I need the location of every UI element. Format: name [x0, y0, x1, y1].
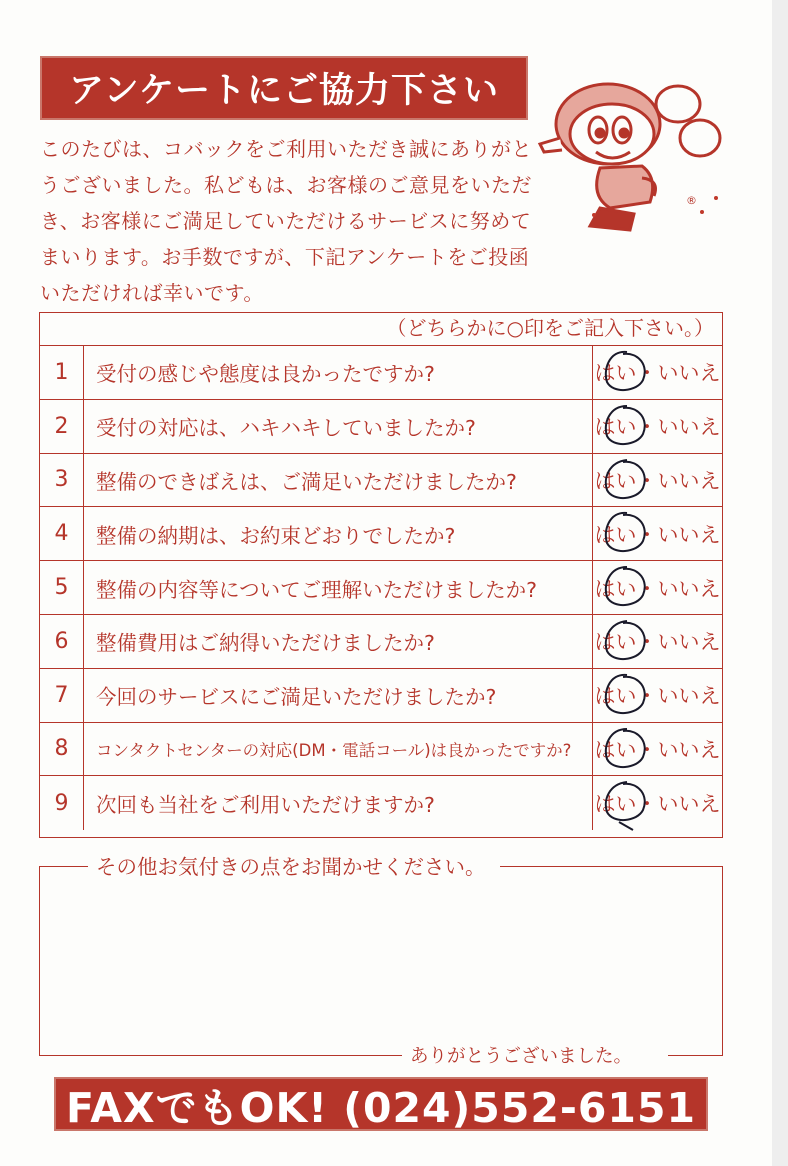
answer-yes-option[interactable]: はい	[594, 468, 637, 493]
survey-row	[40, 507, 722, 561]
decorative-dot	[714, 196, 718, 200]
question-number: 5	[40, 561, 84, 614]
question-number: 7	[40, 669, 84, 722]
question-text: 次回も当社をご利用いただけますか?	[96, 793, 435, 818]
survey-row	[40, 669, 722, 723]
answer-choice[interactable]	[592, 615, 722, 668]
answer-yes-option[interactable]: はい	[594, 415, 637, 440]
card-edge	[772, 0, 788, 1166]
answer-no-option[interactable]: いいえ	[657, 630, 721, 655]
answer-separator: ・	[636, 737, 658, 762]
decorative-dot	[592, 213, 596, 217]
page-title	[40, 56, 528, 120]
answer-separator: ・	[636, 684, 658, 709]
question-text: 受付の感じや態度は良かったですか?	[96, 362, 435, 387]
answer-choice[interactable]	[592, 723, 722, 776]
answer-yes-option[interactable]: はい	[594, 522, 637, 547]
answer-yes-option[interactable]: はい	[594, 684, 637, 709]
answer-yes-option[interactable]: はい	[594, 361, 637, 386]
answer-no-option[interactable]: いいえ	[657, 522, 721, 547]
answer-separator: ・	[636, 522, 658, 547]
answer-yes-option[interactable]: はい	[594, 576, 637, 601]
divider	[40, 1055, 402, 1056]
answer-no-option[interactable]: いいえ	[657, 361, 721, 386]
decorative-dot	[700, 210, 704, 214]
question-number: 2	[40, 400, 84, 453]
answer-no-option[interactable]: いいえ	[657, 576, 721, 601]
answer-no-option[interactable]: いいえ	[657, 415, 721, 440]
answer-no-option[interactable]: いいえ	[657, 468, 721, 493]
answer-choice[interactable]	[592, 507, 722, 560]
answer-separator: ・	[636, 792, 658, 817]
answer-no-option[interactable]: いいえ	[657, 737, 721, 762]
answer-choice[interactable]	[592, 346, 722, 399]
answer-separator: ・	[636, 468, 658, 493]
answer-yes-option[interactable]: はい	[594, 630, 637, 655]
question-text: 整備のできばえは、ご満足いただけましたか?	[96, 469, 517, 494]
survey-row	[40, 615, 722, 669]
question-number: 1	[40, 346, 84, 399]
answer-no-option[interactable]: いいえ	[657, 684, 721, 709]
question-text: 整備費用はご納得いただけましたか?	[96, 631, 435, 656]
question-number: 3	[40, 454, 84, 507]
comments-label: その他お気付きの点をお聞かせください。	[92, 850, 490, 880]
question-text: コンタクトセンターの対応(DM・電話コール)は良かったですか?	[96, 740, 572, 760]
answer-yes-option[interactable]: はい	[594, 792, 637, 817]
fax-text: FAXでもOK! (024)552-6151	[65, 1083, 696, 1132]
survey-row	[40, 346, 722, 400]
survey-table	[39, 312, 723, 838]
page-title-text: アンケートにご協力下さい	[69, 71, 499, 111]
survey-row	[40, 561, 722, 615]
answer-separator: ・	[636, 630, 658, 655]
survey-row	[40, 400, 722, 454]
question-text: 整備の内容等についてご理解いただけましたか?	[96, 577, 537, 602]
answer-separator: ・	[636, 361, 658, 386]
answer-yes-option[interactable]: はい	[594, 737, 637, 762]
answer-choice[interactable]	[592, 776, 722, 830]
question-number: 9	[40, 776, 84, 830]
question-text: 受付の対応は、ハキハキしていましたか?	[96, 416, 476, 441]
thanks-text: ありがとうございました。	[406, 1042, 636, 1068]
question-number: 8	[40, 723, 84, 776]
question-number: 6	[40, 615, 84, 668]
survey-row	[40, 776, 722, 830]
registered-mark: ®	[686, 194, 697, 207]
question-text: 今回のサービスにご満足いただけましたか?	[96, 685, 497, 710]
survey-row	[40, 723, 722, 777]
divider	[500, 866, 722, 867]
mascot-character-icon	[530, 78, 730, 248]
divider	[668, 1055, 722, 1056]
comments-box[interactable]	[39, 855, 723, 1067]
intro-text: このたびは、コバックをご利用いただき誠にありがとうございました。私どもは、お客様のご意見をいただき、お客様にご満足していただけるサービスに努めてまいります。お手数ですが、下記アンケートをご投函いただければ幸いです。	[40, 137, 532, 305]
answer-choice[interactable]	[592, 400, 722, 453]
answer-no-option[interactable]: いいえ	[657, 792, 721, 817]
answer-choice[interactable]	[592, 561, 722, 614]
answer-choice[interactable]	[592, 454, 722, 507]
survey-instruction: （どちらかに○印をご記入下さい。）	[40, 313, 722, 346]
fax-banner	[54, 1077, 708, 1131]
answer-choice[interactable]	[592, 669, 722, 722]
question-text: 整備の納期は、お約束どおりでしたか?	[96, 523, 456, 548]
question-number: 4	[40, 507, 84, 560]
divider	[40, 866, 88, 867]
answer-separator: ・	[636, 415, 658, 440]
answer-separator: ・	[636, 576, 658, 601]
survey-row	[40, 454, 722, 508]
